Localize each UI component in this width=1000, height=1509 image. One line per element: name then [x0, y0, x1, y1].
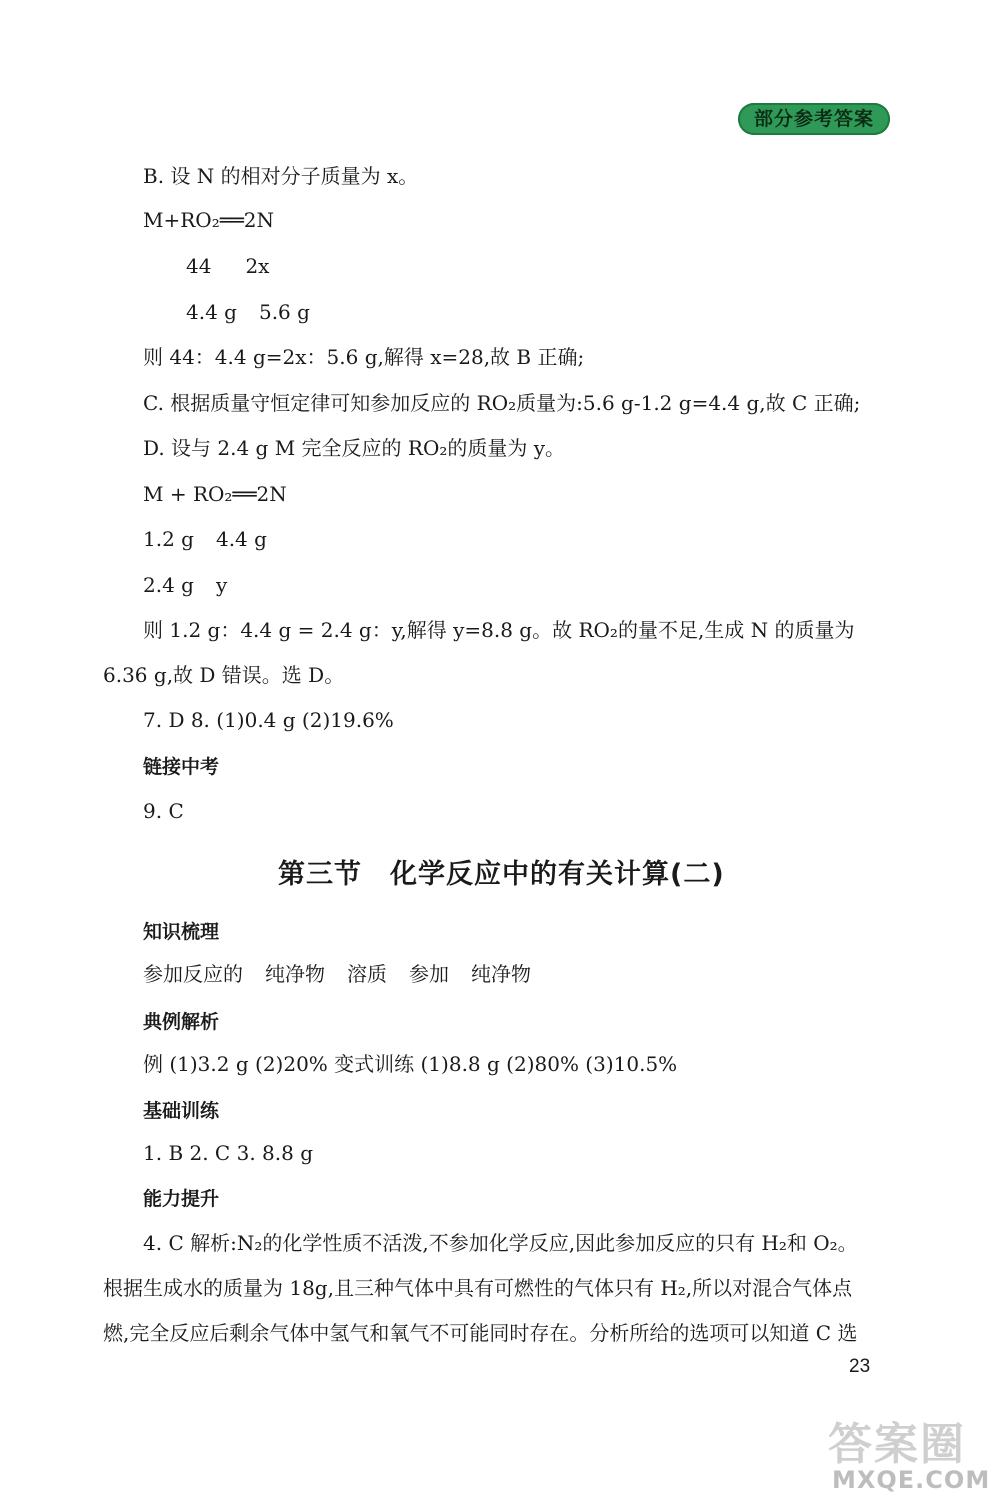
ratio-row: 1.2 g 4.4 g [143, 527, 267, 551]
subheading: 基础训练 [143, 1100, 220, 1122]
section-badge: 部分参考答案 [738, 103, 890, 135]
text-line: 4. C 解析:N₂的化学性质不活泼,不参加化学反应,因此参加反应的只有 H₂和 O₂。 [143, 1231, 858, 1255]
equation-line: M + RO₂══2N [143, 482, 287, 506]
watermark-url: MXQE.COM [832, 1466, 991, 1494]
subheading: 典例解析 [143, 1011, 220, 1033]
text-line: D. 设与 2.4 g M 完全反应的 RO₂的质量为 y。 [143, 436, 566, 460]
text-line: 则 44：4.4 g=2x：5.6 g,解得 x=28,故 B 正确; [143, 345, 585, 369]
answer-line: 9. C [143, 799, 184, 823]
text-line: 则 1.2 g：4.4 g = 2.4 g：y,解得 y=8.8 g。故 RO₂的量不足,生成 N 的质量为 [143, 618, 855, 642]
text-line: 燃,完全反应后剩余气体中氢气和氧气不可能同时存在。分析所给的选项可以知道 C 选 [103, 1321, 858, 1345]
answer-line: 例 (1)3.2 g (2)20% 变式训练 (1)8.8 g (2)80% (3)10.5% [143, 1052, 678, 1076]
watermark-text: 答案圈 [828, 1419, 966, 1470]
text-line: B. 设 N 的相对分子质量为 x。 [143, 164, 419, 188]
equation-line: M+RO₂══2N [143, 208, 275, 232]
answer-line: 7. D 8. (1)0.4 g (2)19.6% [143, 708, 394, 732]
section-title: 第三节 化学反应中的有关计算(二) [278, 859, 725, 890]
text-line: C. 根据质量守恒定律可知参加反应的 RO₂质量为:5.6 g-1.2 g=4.4 g,故 C 正确; [143, 391, 861, 415]
subheading: 链接中考 [143, 756, 220, 778]
subheading: 能力提升 [143, 1188, 220, 1210]
ratio-row: 4.4 g 5.6 g [186, 300, 310, 324]
subheading: 知识梳理 [143, 921, 220, 943]
text-line: 根据生成水的质量为 18g,且三种气体中具有可燃性的气体只有 H₂,所以对混合气体点 [103, 1276, 853, 1300]
text-line: 6.36 g,故 D 错误。选 D。 [103, 663, 345, 687]
ratio-row: 44 2x [186, 254, 270, 278]
page-number: 23 [849, 1356, 871, 1377]
answer-line: 1. B 2. C 3. 8.8 g [143, 1141, 313, 1165]
answer-line: 参加反应的 纯净物 溶质 参加 纯净物 [143, 962, 531, 986]
watermark-logo [820, 1408, 995, 1504]
ratio-row: 2.4 g y [143, 573, 228, 597]
